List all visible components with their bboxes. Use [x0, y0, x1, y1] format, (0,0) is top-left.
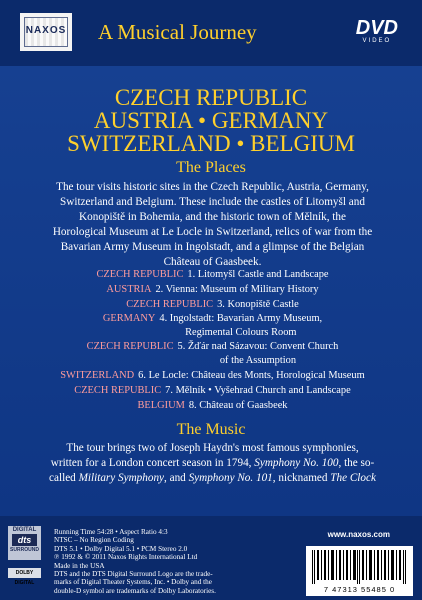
place-item — [30, 312, 395, 340]
place-text-cont: of the Assumption — [219, 355, 297, 366]
places-intro-paragraph — [30, 180, 395, 270]
place-country: CZECH REPUBLIC — [126, 299, 214, 310]
music-paragraph — [30, 441, 395, 486]
dolby-digital-logo: DOLBY DIGITAL — [8, 568, 41, 578]
dvd-video-logo — [356, 18, 398, 44]
symphony-101-title: Symphony No. 101 — [188, 472, 273, 484]
tech-line: DTS and the DTS Digital Surround Logo are the trade- — [54, 570, 213, 579]
place-country: BELGIUM — [137, 400, 185, 411]
dvd-logo-sub: VIDEO — [362, 38, 392, 44]
dts-logo — [8, 526, 41, 560]
place-country: CZECH REPUBLIC — [96, 269, 184, 280]
dts-logo-top: DIGITAL — [12, 527, 37, 533]
tech-line: ℗ 1992 & © 2011 Naxos Rights International Ltd — [54, 553, 198, 562]
series-title: A Musical Journey — [98, 20, 257, 44]
tech-line: Running Time 54:28 • Aspect Ratio 4:3 — [54, 528, 168, 536]
barcode-bars — [312, 550, 407, 584]
intro-line: Bavarian Army Museum in Ingolstadt, and a glimpse of the Belgian — [60, 241, 365, 253]
place-text: 8. Château of Gaasbeek — [188, 400, 288, 411]
tech-line: DTS 5.1 • Dolby Digital 5.1 • PCM Stereo 2.0 — [54, 544, 188, 553]
place-item — [30, 383, 395, 398]
barcode-number: 7 47313 55485 0 — [323, 585, 396, 594]
intro-line: The tour visits historic sites in the Czech Republic, Austria, Germany, — [56, 181, 369, 193]
country-heading-line-3: SWITZERLAND • BELGIUM — [67, 131, 355, 156]
places-section-title: The Places — [176, 159, 246, 176]
places-list — [30, 267, 395, 413]
place-country: GERMANY — [102, 313, 156, 324]
military-symphony-title: Military Symphony — [78, 472, 165, 484]
place-country: CZECH REPUBLIC — [74, 385, 162, 396]
place-text: 7. Mělník • Vyšehrad Church and Landscape — [165, 385, 351, 396]
place-item — [30, 297, 395, 312]
dvd-logo-text: DVD — [355, 17, 398, 39]
music-line: called Military Symphony, and Symphony No. 101, nicknamed The Clock — [49, 472, 376, 484]
music-line: written for a London concert season in 1794, Symphony No. 100, the so- — [50, 457, 375, 469]
header-band — [0, 0, 422, 66]
place-item — [30, 340, 395, 368]
website-url[interactable]: www.naxos.com — [327, 530, 390, 539]
place-text: 3. Konopiště Castle — [217, 299, 299, 310]
technical-info — [54, 528, 304, 595]
tech-line: marks of Digital Theater Systems, Inc. • Dolby and the — [54, 578, 212, 587]
footer-band — [0, 516, 422, 600]
naxos-logo-text: NAXOS — [25, 25, 67, 36]
barcode — [306, 546, 413, 596]
country-heading-line-1: CZECH REPUBLIC — [114, 85, 308, 110]
music-section-title: The Music — [176, 421, 246, 438]
intro-line: Château of Gaasbeek. — [163, 256, 262, 268]
main-content — [0, 66, 422, 516]
place-country: CZECH REPUBLIC — [86, 341, 174, 352]
place-text: 2. Vienna: Museum of Military History — [155, 284, 319, 295]
music-line: The tour brings two of Joseph Haydn's most famous symphonies, — [66, 442, 359, 454]
place-text: 6. Le Locle: Château des Monts, Horological Museum — [138, 370, 365, 381]
symphony-100-title: Symphony No. 100 — [254, 457, 339, 469]
tech-line: NTSC – No Region Coding — [54, 536, 134, 545]
clock-title: The Clock — [330, 472, 376, 484]
place-item — [30, 398, 395, 413]
country-heading-line-2: AUSTRIA • GERMANY — [93, 108, 329, 133]
place-item — [30, 267, 395, 282]
place-country: SWITZERLAND — [60, 370, 135, 381]
dts-logo-bottom: SURROUND — [10, 547, 39, 553]
place-item — [30, 282, 395, 297]
place-text: 4. Ingolstadt: Bavarian Army Museum, — [159, 313, 323, 324]
tech-line: double-D symbol are trademarks of Dolby Laboratories. — [54, 586, 216, 595]
tech-line: Made in the USA — [54, 561, 105, 570]
place-item — [30, 368, 395, 383]
intro-line: Konopiště in Bohemia, and the historic town of Mělník, the — [79, 211, 346, 223]
place-country: AUSTRIA — [106, 284, 152, 295]
intro-line: Switzerland and Belgium. These include the castles of Litomyšl and — [60, 196, 365, 208]
intro-line: Horological Museum at Le Locle in Switzerland, relics of war from the — [52, 226, 373, 238]
place-text: 1. Litomyšl Castle and Landscape — [187, 269, 329, 280]
place-text-cont: Regimental Colours Room — [185, 327, 297, 338]
naxos-logo — [20, 13, 72, 51]
dts-logo-mid: dts — [12, 534, 37, 546]
place-text: 5. Žďár nad Sázavou: Convent Church — [177, 341, 339, 352]
